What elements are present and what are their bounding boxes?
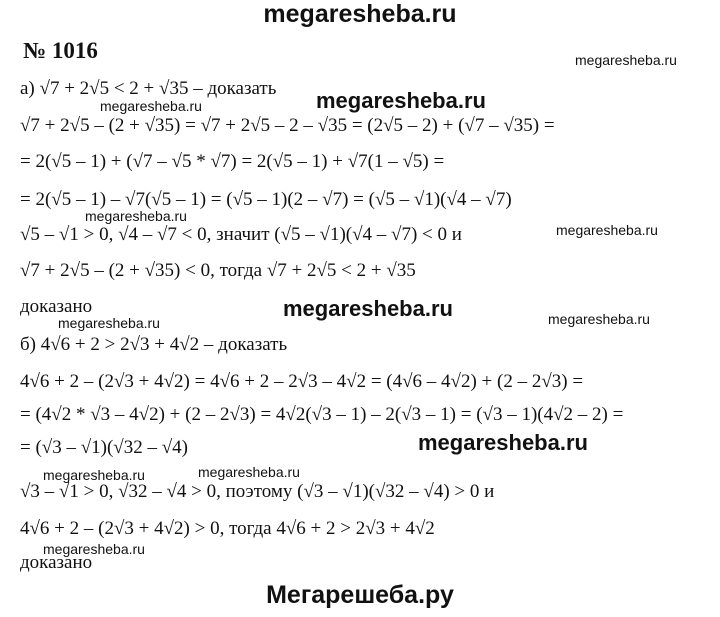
solution-line: √7 + 2√5 – (2 + √35) < 0, тогда √7 + 2√5 < 2 + √35 xyxy=(20,260,416,281)
part-a-statement: а) √7 + 2√5 < 2 + √35 – доказать xyxy=(20,78,277,99)
watermark: megaresheba.ru xyxy=(198,464,300,480)
watermark: megaresheba.ru xyxy=(43,467,145,483)
watermark: megaresheba.ru xyxy=(548,311,650,327)
problem-number: № 1016 xyxy=(23,38,98,63)
watermark: megaresheba.ru xyxy=(85,208,187,224)
watermark: megaresheba.ru xyxy=(283,296,453,321)
solution-line: = 2(√5 – 1) – √7(√5 – 1) = (√5 – 1)(2 – √7) = (√5 – √1)(√4 – √7) xyxy=(20,189,512,210)
solution-line: = 2(√5 – 1) + (√7 – √5 * √7) = 2(√5 – 1) + √7(1 – √5) = xyxy=(20,151,445,172)
watermark: megaresheba.ru xyxy=(100,98,202,114)
watermark: megaresheba.ru xyxy=(418,430,588,455)
solution-line: 4√6 + 2 – (2√3 + 4√2) = 4√6 + 2 – 2√3 – 4√2 = (4√6 – 4√2) + (2 – 2√3) = xyxy=(20,371,584,392)
solution-line: √7 + 2√5 – (2 + √35) = √7 + 2√5 – 2 – √35 = (2√5 – 2) + (√7 – √35) = xyxy=(20,115,555,136)
watermark: megaresheba.ru xyxy=(58,315,160,331)
header-watermark: megaresheba.ru xyxy=(263,0,457,28)
proved-label: доказано xyxy=(20,296,93,317)
part-b-statement: б) 4√6 + 2 > 2√3 + 4√2 – доказать xyxy=(20,334,288,355)
footer-watermark: Мегарешеба.ру xyxy=(266,581,454,609)
solution-line: √3 – √1 > 0, √32 – √4 > 0, поэтому (√3 – √1)(√32 – √4) > 0 и xyxy=(20,481,495,502)
solution-line: 4√6 + 2 – (2√3 + 4√2) > 0, тогда 4√6 + 2 > 2√3 + 4√2 xyxy=(20,518,435,539)
solution-line: = (√3 – √1)(√32 – √4) xyxy=(20,437,188,458)
proved-label: доказано xyxy=(20,552,93,573)
watermark: megaresheba.ru xyxy=(316,88,486,113)
watermark: megaresheba.ru xyxy=(556,222,658,238)
solution-line: √5 – √1 > 0, √4 – √7 < 0, значит (√5 – √1)(√4 – √7) < 0 и xyxy=(20,224,462,245)
watermark: megaresheba.ru xyxy=(43,541,145,557)
solution-line: = (4√2 * √3 – 4√2) + (2 – 2√3) = 4√2(√3 – 1) – 2(√3 – 1) = (√3 – 1)(4√2 – 2) = xyxy=(20,404,624,425)
watermark: megaresheba.ru xyxy=(575,52,677,68)
